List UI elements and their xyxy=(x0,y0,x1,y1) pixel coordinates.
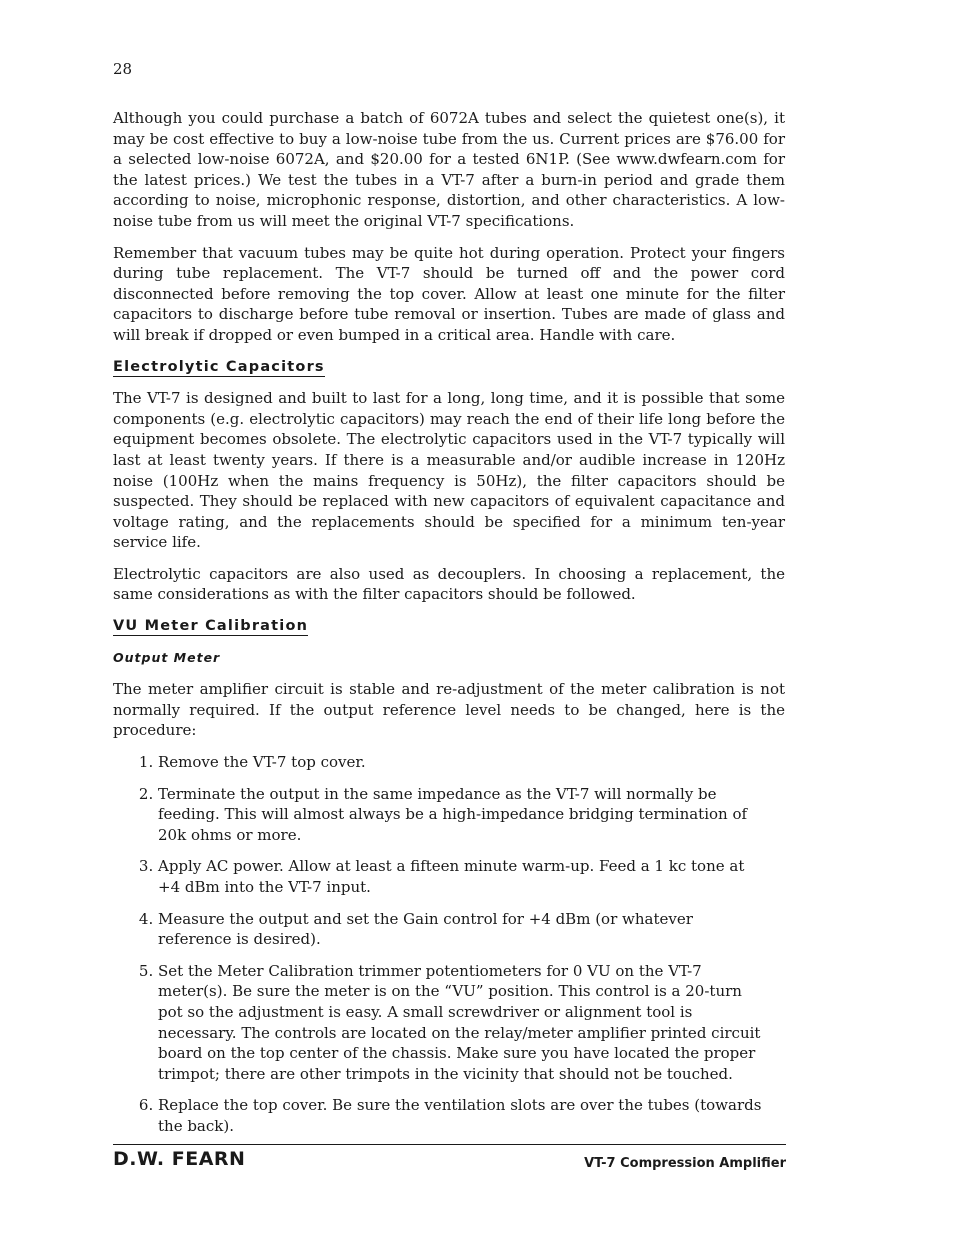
step-item: 6. Replace the top cover. Be sure the ventilation slots are over the tubes (towards the back). xyxy=(158,1095,785,1136)
step-item: 5. Set the Meter Calibration trimmer potentiometers for 0 VU on the VT-7 meter(s). Be sure the meter is on the “VU” position. This control is a 20-turn pot so the adjustment is easy. A small screwdriver or alignment tool is necessary. The controls are located on the relay/meter amplifier printed circuit board on the top center of the chassis. Make sure you have located the proper trimpot; there are other trimpots in the vicinity that should not be touched. xyxy=(158,961,785,1085)
intro-paragraph-2: Remember that vacuum tubes may be quite hot during operation. Protect your fingers during tube replacement. The VT-7 should be turned off and the power cord disconnected before removing the top cover. Allow at least one minute for the filter capacitors to discharge before tube removal or insertion. Tubes are made of glass and will break if dropped or even bumped in a critical area. Handle with care. xyxy=(113,243,785,344)
page-number: 28 xyxy=(113,60,133,78)
footer-brand: D.W. FEARN xyxy=(113,1148,246,1170)
step-item: 4. Measure the output and set the Gain control for +4 dBm (or whatever reference is desired). xyxy=(158,909,785,950)
section-heading-vu-meter: VU Meter Calibration xyxy=(113,618,309,635)
section-heading-electrolytic: Electrolytic Capacitors xyxy=(113,358,325,375)
step-item: 1. Remove the VT-7 top cover. xyxy=(158,752,785,773)
intro-paragraph-1: Although you could purchase a batch of 6072A tubes and select the quietest one(s), it may be cost effective to buy a low-noise tube from the us. Current prices are $76.00 for a selected low-noise 6072A, and $20.00 for a tested 6N1P. (See www.dwfearn.com for the latest prices.) We test the tubes in a VT-7 after a burn-in period and grade them according to noise, microphonic response, distortion, and other characteristics. A low-noise tube from us will meet the original VT-7 specifications. xyxy=(113,109,785,230)
footer-product: VT-7 Compression Amplifier xyxy=(584,1156,786,1171)
step-item: 2. Terminate the output in the same impedance as the VT-7 will normally be feeding. This will almost always be a high-impedance bridging termination of 20k ohms or more. xyxy=(158,784,785,846)
step-item: 3. Apply AC power. Allow at least a fifteen minute warm-up. Feed a 1 kc tone at +4 dBm into the VT-7 input. xyxy=(158,856,785,897)
footer-rule xyxy=(113,1144,786,1145)
page-body xyxy=(113,108,785,1148)
electrolytic-paragraph-2: Electrolytic capacitors are also used as decouplers. In choosing a replacement, the same considerations as with the filter capacitors should be followed. xyxy=(113,564,785,604)
subheading-output-meter: Output Meter xyxy=(113,649,221,665)
vu-intro-paragraph: The meter amplifier circuit is stable and re-adjustment of the meter calibration is not normally required. If the output reference level needs to be changed, here is the procedure: xyxy=(113,680,785,740)
calibration-steps xyxy=(113,752,785,1137)
electrolytic-paragraph-1: The VT-7 is designed and built to last for a long, long time, and it is possible that some components (e.g. electrolytic capacitors) may reach the end of their life long before the equipment becomes obsolete. The electrolytic capacitors used in the VT-7 typically will last at least twenty years. If there is a measurable and/or audible increase in 120Hz noise (100Hz when the mains frequency is 50Hz), the filter capacitors should be suspected. They should be replaced with new capacitors of equivalent capacitance and voltage rating, and the replacements should be specified for a minimum ten-year service life. xyxy=(113,389,785,552)
